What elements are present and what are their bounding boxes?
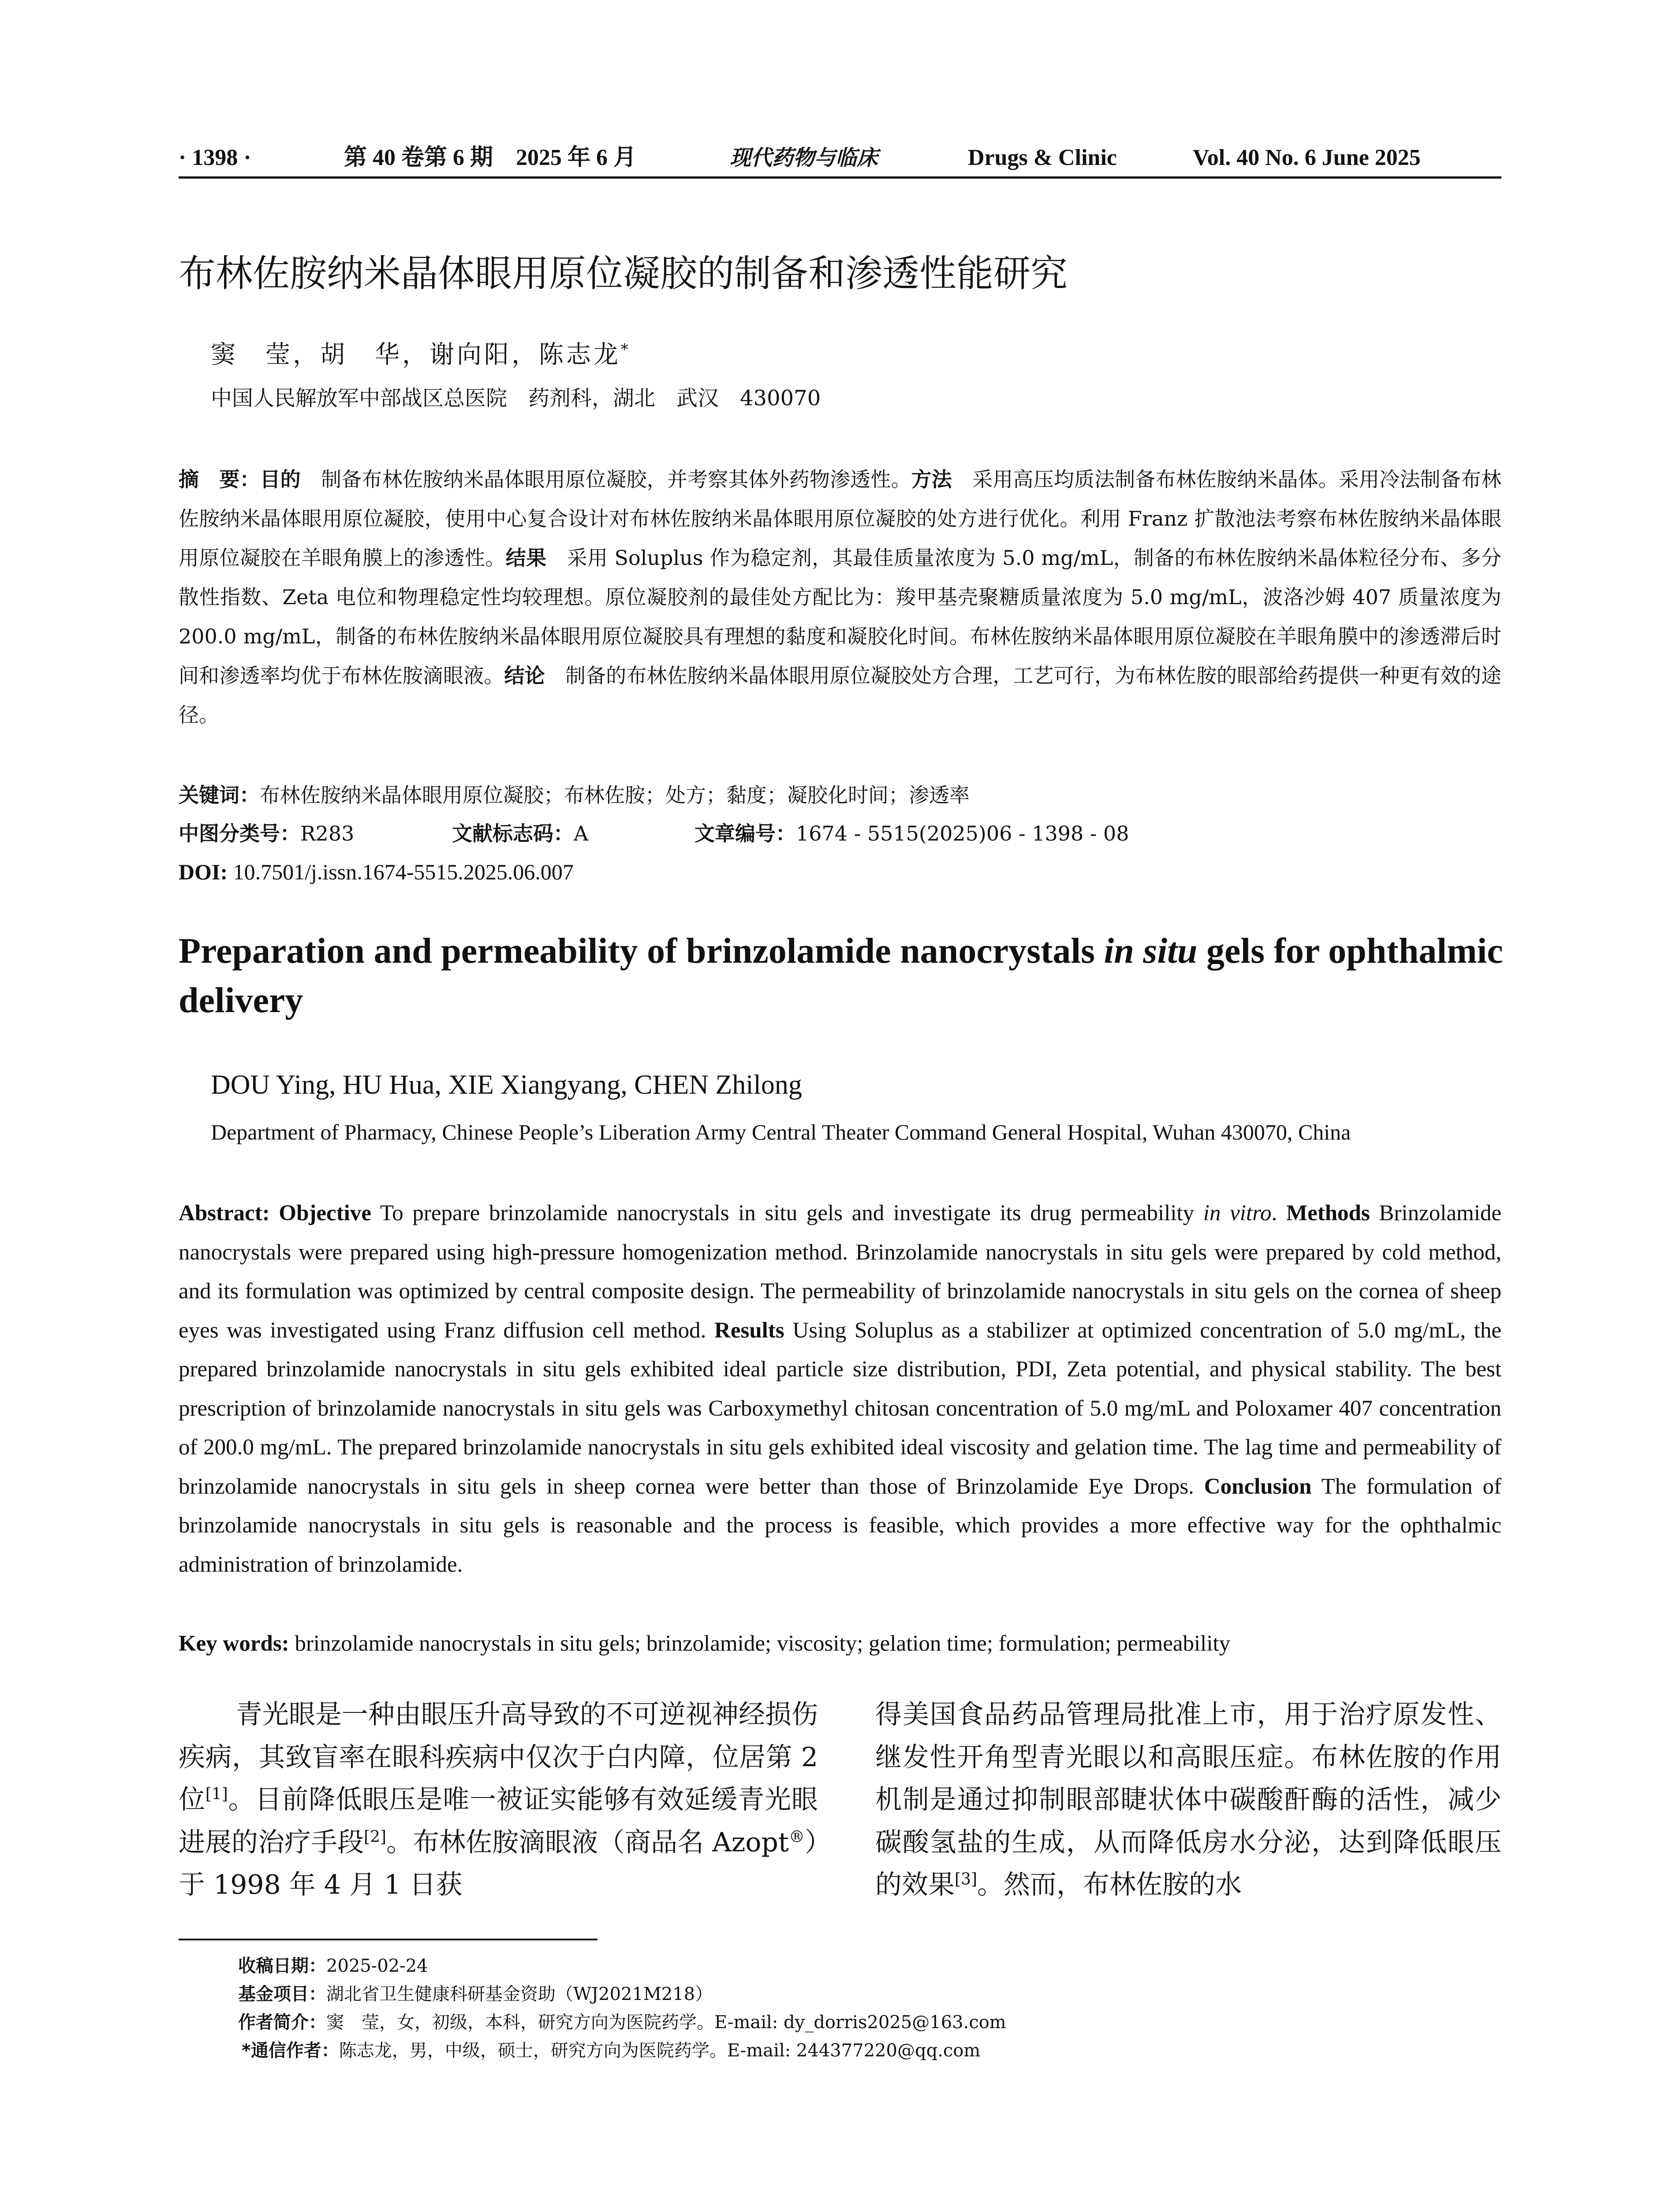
en-conclusion-label: Conclusion	[1204, 1474, 1312, 1499]
article-no-label: 文章编号：	[694, 822, 796, 845]
body-left-a: 青光眼是一种由眼压升高导致的不可逆视神经损伤疾病，其致盲率在眼科疾病中仅次于白内障，位居第 2 位	[179, 1699, 818, 1815]
doi-label: DOI:	[179, 860, 228, 884]
fund-value: 湖北省卫生健康科研基金资助（WJ2021M218）	[326, 1984, 713, 2004]
received-label: 收稿日期：	[238, 1956, 326, 1976]
en-results-text: Using Soluplus as a stabilizer at optimized concentration of 5.0 mg/mL, the prepared brinzolamide nanocrystals in situ gels exhibited ideal particle size distribution, PDI, Zeta potential, and physical stability. The best prescription of brinzolamide nanocrystals in situ gels was Carboxymethyl chitosan concentration of 5.0 mg/mL and Poloxamer 407 concentration of 200.0 mg/mL. The prepared brinzolamide nanocrystals in situ gels exhibited ideal viscosity and gelation time. The lag time and permeability of brinzolamide nanocrystals in situ gels in sheep cornea were better than those of Brinzolamide Eye Drops.	[179, 1318, 1501, 1499]
footnote-corresponding	[242, 2037, 980, 2064]
body-column-right	[875, 1693, 1501, 1906]
citation-1[interactable]: [1]	[205, 1785, 228, 1803]
doc-code-label: 文献标志码：	[452, 822, 574, 845]
en-keywords	[179, 1626, 1501, 1661]
en-abstract-label: Abstract: Objective	[179, 1201, 371, 1226]
citation-3[interactable]: [3]	[955, 1870, 977, 1888]
footnote-received	[238, 1953, 428, 1979]
cn-objective-text: 制备布林佐胺纳米晶体眼用原位凝胶，并考察其体外药物渗透性。	[300, 467, 911, 491]
article-no-item	[694, 816, 1129, 851]
cn-methods-text: 采用高压均质法制备布林佐胺纳米晶体。采用冷法制备布林佐胺纳米晶体眼用原位凝胶，使用中心复合设计对布林佐胺纳米晶体眼用原位凝胶的处方进行优化。利用 Franz 扩散池法考察布林佐胺纳米晶体眼用原位凝胶在羊眼角膜上的渗透性。	[179, 467, 1501, 570]
cn-keywords-text: 布林佐胺纳米晶体眼用原位凝胶；布林佐胺；处方；黏度；凝胶化时间；渗透率	[260, 783, 970, 807]
running-header	[179, 140, 1501, 176]
en-title-part1: Preparation and permeability of brinzolamide nanocrystals	[179, 931, 1104, 971]
registered-mark: ®	[788, 1828, 805, 1846]
corresponding-label: *通信作者：	[242, 2041, 339, 2061]
body-left-b: 。目前降低眼压是唯一被证实能够有效延缓青光眼进展的治疗手段	[179, 1784, 818, 1858]
en-abstract	[179, 1194, 1501, 1584]
footnote-author	[238, 2009, 1006, 2036]
journal-cn: 现代药物与临床	[730, 146, 878, 170]
en-methods-text: Brinzolamide nanocrystals were prepared using high-pressure homogenization method. Brinzolamide nanocrystals in situ gels were prepared by cold method, and its formulation was optimized by central composite design. The permeability of brinzolamide nanocrystals in situ gels on the cornea of sheep eyes was investigated using Franz diffusion cell method.	[179, 1201, 1502, 1343]
header-rule	[179, 176, 1501, 179]
cn-results-text: 采用 Soluplus 作为稳定剂，其最佳质量浓度为 5.0 mg/mL，制备的布林佐胺纳米晶体粒径分布、多分散性指数、Zeta 电位和物理稳定性均较理想。原位凝胶剂的最佳处方配比为：羧甲基壳聚糖质量浓度为 5.0 mg/mL，波洛沙姆 407 质量浓度为 200.0 mg/mL，制备的布林佐胺纳米晶体眼用原位凝胶具有理想的黏度和凝胶化时间。布林佐胺纳米晶体眼用原位凝胶在羊眼角膜中的渗透滞后时间和渗透率均优于布林佐胺滴眼液。	[179, 546, 1502, 688]
author-label: 作者简介：	[238, 2012, 326, 2033]
en-title-part2: gels for ophthalmic delivery	[179, 931, 1503, 1020]
cn-abstract	[179, 460, 1501, 735]
citation-2[interactable]: [2]	[364, 1828, 387, 1846]
en-keywords-text: brinzolamide nanocrystals in situ gels; brinzolamide; viscosity; gelation time; formulation; permeability	[289, 1631, 1231, 1656]
issue-en: Vol. 40 No. 6 June 2025	[1193, 145, 1421, 170]
en-authors: DOU Ying, HU Hua, XIE Xiangyang, CHEN Zhilong	[211, 1070, 802, 1100]
en-conclusion-text: The formulation of brinzolamide nanocrystals in situ gels is reasonable and the process is feasible, which provides a more effective way for the ophthalmic administration of brinzolamide.	[179, 1474, 1501, 1577]
clc-label: 中图分类号：	[179, 822, 300, 845]
cn-keywords-label: 关键词：	[179, 783, 260, 807]
issue-cn: 第 40 卷第 6 期 2025 年 6 月	[344, 145, 637, 170]
footnote-fund	[238, 1981, 713, 2007]
received-value: 2025-02-24	[326, 1956, 428, 1976]
corresponding-value: 陈志龙，男，中级，硕士，研究方向为医院药学。E-mail: 244377220@qq.com	[339, 2041, 981, 2061]
body-right-a: 得美国食品药品管理局批准上市，用于治疗原发性、继发性开角型青光眼以和高眼压症。布林佐胺的作用机制是通过抑制眼部睫状体中碳酸酐酶的活性，减少碳酸氢盐的生成，从而降低房水分泌，达到降低眼压的效果	[875, 1699, 1501, 1900]
cn-affiliation: 中国人民解放军中部战区总医院 药剂科，湖北 武汉 430070	[211, 386, 821, 411]
journal-en: Drugs & Clinic	[968, 145, 1117, 170]
en-affiliation: Department of Pharmacy, Chinese People’s Liberation Army Central Theater Command General Hospital, Wuhan 430070, China	[211, 1120, 1351, 1144]
doc-code-item	[452, 816, 588, 851]
doi-value[interactable]: 10.7501/j.issn.1674-5515.2025.06.007	[228, 860, 574, 884]
fund-label: 基金项目：	[238, 1984, 326, 2004]
doc-code-value: A	[574, 822, 589, 845]
page-number: · 1398 ·	[179, 145, 251, 170]
en-title	[179, 926, 1510, 1025]
en-objective-italic: in vitro	[1203, 1201, 1272, 1226]
en-keywords-label: Key words:	[179, 1631, 289, 1656]
doi	[179, 854, 574, 889]
corresponding-mark: *	[621, 340, 631, 358]
cn-conclusion-label: 结论	[504, 664, 545, 688]
cn-authors	[211, 337, 631, 373]
cn-abstract-label: 摘 要：	[179, 467, 260, 491]
cn-methods-label: 方法	[911, 467, 952, 491]
cn-conclusion-text: 制备的布林佐胺纳米晶体眼用原位凝胶处方合理，工艺可行，为布林佐胺的眼部给药提供一种更有效的途径。	[179, 664, 1501, 727]
en-objective-end: .	[1271, 1201, 1286, 1226]
body-left-d: ）于 1998 年 4 月 1 日获	[179, 1827, 818, 1900]
cn-results-label: 结果	[505, 546, 547, 570]
body-right-b: 。然而，布林佐胺的水	[977, 1869, 1242, 1900]
cn-title: 布林佐胺纳米晶体眼用原位凝胶的制备和渗透性能研究	[179, 252, 1068, 295]
body-left-c: 。布林佐胺滴眼液（商品名 Azopt	[386, 1827, 789, 1858]
clc-item	[179, 816, 354, 851]
en-results-label: Results	[714, 1318, 784, 1343]
cn-author-names: 窦 莹，胡 华，谢向阳，陈志龙	[211, 340, 621, 369]
cn-objective-label: 目的	[260, 467, 301, 491]
author-value: 窦 莹，女，初级，本科，研究方向为医院药学。E-mail: dy_dorris2025@163.com	[326, 2012, 1006, 2033]
en-title-italic: in situ	[1104, 931, 1198, 971]
en-objective-text: To prepare brinzolamide nanocrystals in situ gels and investigate its drug permeability	[371, 1201, 1203, 1226]
clc-value: R283	[300, 822, 355, 845]
article-no-value: 1674 - 5515(2025)06 - 1398 - 08	[796, 822, 1129, 845]
cn-keywords	[179, 777, 1501, 813]
footnote-rule	[179, 1939, 597, 1940]
en-methods-label: Methods	[1286, 1201, 1370, 1226]
body-column-left	[179, 1693, 818, 1906]
